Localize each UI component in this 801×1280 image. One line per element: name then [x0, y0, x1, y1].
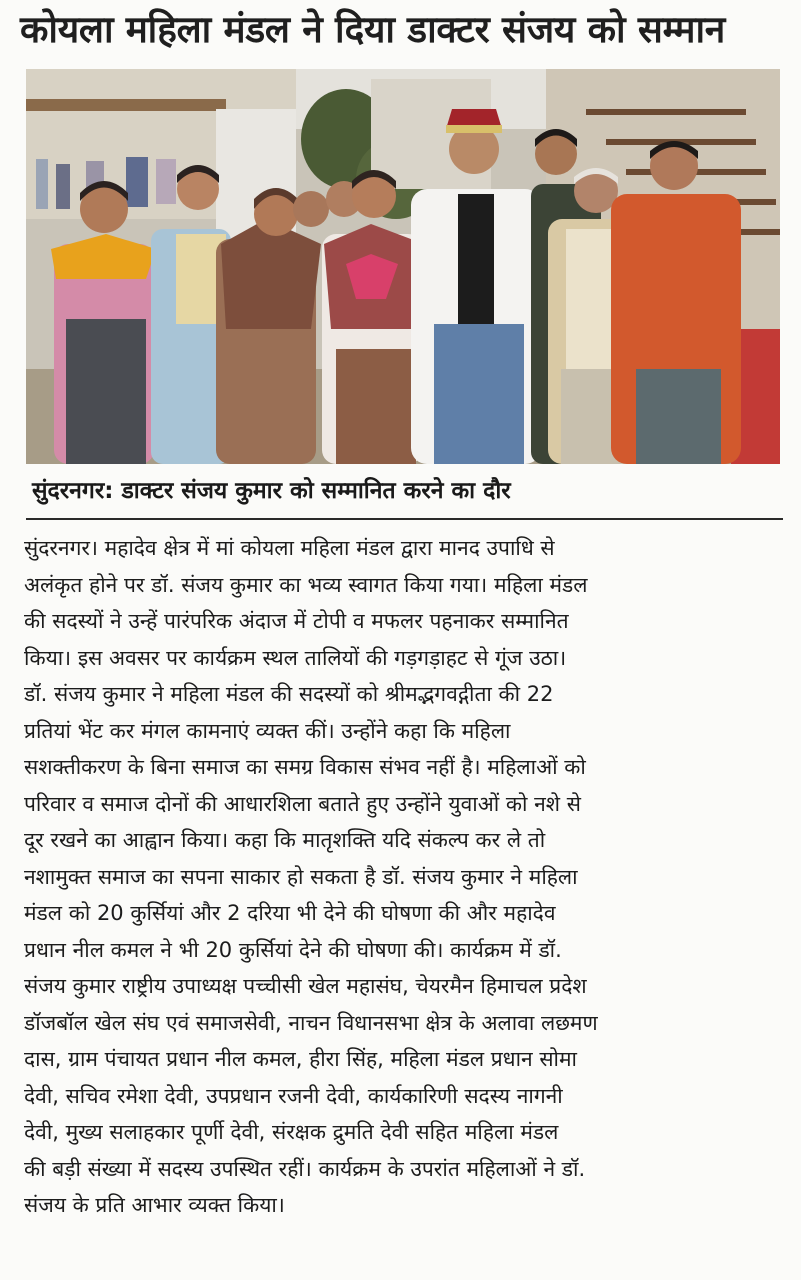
body-line: की बड़ी संख्या में सदस्य उपस्थित रहीं। कार्यक्रम के उपरांत महिलाओं ने डॉ. [24, 1156, 586, 1181]
body-line: प्रतियां भेंट कर मंगल कामनाएं व्यक्त कीं। उन्होंने कहा कि महिला [24, 718, 511, 743]
caption-divider [26, 518, 783, 520]
body-line: देवी, सचिव रमेशा देवी, उपप्रधान रजनी देवी, कार्यकारिणी सदस्य नागनी [24, 1083, 563, 1108]
body-line: डॉ. संजय कुमार ने महिला मंडल की सदस्यों को श्रीमद्भगवद्गीता की 22 [24, 682, 554, 706]
body-line: संजय के प्रति आभार व्यक्त किया। [24, 1193, 285, 1217]
body-line: की सदस्यों ने उन्हें पारंपरिक अंदाज में टोपी व मफलर पहनाकर सम्मानित [24, 609, 569, 633]
body-line: डॉजबॉल खेल संघ एवं समाजसेवी, नाचन विधानसभा क्षेत्र के अलावा लछमण [24, 1010, 598, 1035]
group-photo [26, 69, 780, 464]
body-line: परिवार व समाज दोनों की आधारशिला बताते हुए उन्होंने युवाओं को नशे से [24, 791, 581, 816]
photo-caption: सुंदरनगर: डाक्टर संजय कुमार को सम्मानित करने का दौर [32, 478, 511, 504]
body-line: दूर रखने का आह्वान किया। कहा कि मातृशक्ति यदि संकल्प कर ले तो [24, 828, 546, 852]
body-line: सुंदरनगर। महादेव क्षेत्र में मां कोयला महिला मंडल द्वारा मानद उपाधि से [24, 536, 555, 560]
body-line: संजय कुमार राष्ट्रीय उपाध्यक्ष पच्चीसी खेल महासंघ, चेयरमैन हिमाचल प्रदेश [24, 974, 587, 998]
body-line: अलंकृत होने पर डॉ. संजय कुमार का भव्य स्वागत किया गया। महिला मंडल [24, 572, 588, 597]
body-line: मंडल को 20 कुर्सियां और 2 दरिया भी देने की घोषणा की और महादेव [24, 901, 556, 925]
body-line: प्रधान नील कमल ने भी 20 कुर्सियां देने की घोषणा की। कार्यक्रम में डॉ. [24, 937, 562, 962]
body-line: दास, ग्राम पंचायत प्रधान नील कमल, हीरा सिंह, महिला मंडल प्रधान सोमा [24, 1047, 577, 1071]
body-line: किया। इस अवसर पर कार्यक्रम स्थल तालियों की गड़गड़ाहट से गूंज उठा। [24, 645, 567, 670]
body-line: नशामुक्त समाज का सपना साकार हो सकता है डॉ. संजय कुमार ने महिला [24, 864, 578, 889]
article-body [24, 530, 794, 1224]
body-line: देवी, मुख्य सलाहकार पूर्णी देवी, संरक्षक द्रुमति देवी सहित महिला मंडल [24, 1120, 559, 1144]
headline: कोयला महिला मंडल ने दिया डाक्टर संजय को सम्मान [20, 8, 725, 51]
body-line: सशक्तीकरण के बिना समाज का समग्र विकास संभव नहीं है। महिलाओं को [24, 755, 586, 779]
